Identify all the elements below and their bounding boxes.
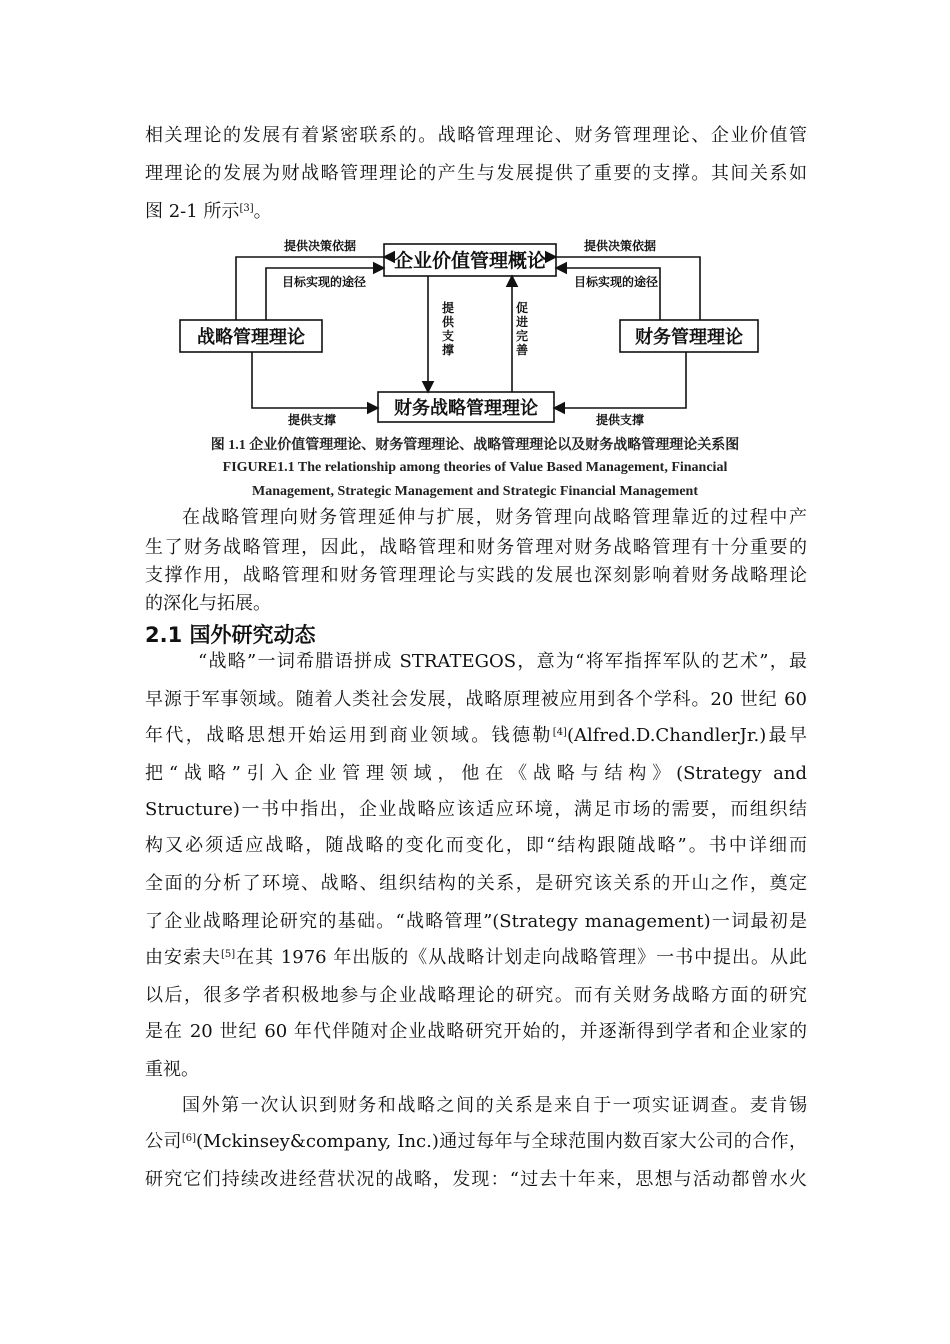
para4-text: 公司 [145,1131,182,1152]
para3-text: 由安索夫 [145,947,221,968]
section-heading: 2.1 国外研究动态 [145,623,316,647]
intro-text-end: 。 [253,201,272,222]
label-bottom-right: 提供支撑 [595,413,645,427]
citation-ref: [3] [239,203,254,214]
para3-line-3 [145,726,807,746]
para3-line-10: 以后，很多学者积极地参与企业战略理论的研究。而有关财务战略方面的研究 [145,985,807,1006]
para2-line-2: 生了财务战略管理，因此，战略管理和财务管理对财务战略管理有十分重要的 [145,537,807,558]
para3-line-9 [145,948,807,968]
para4-line-2 [145,1132,807,1152]
box-right-label: 财务管理理论 [635,327,743,348]
intro-line-2: 理理论的发展为财战略管理理论的产生与发展提供了重要的支撑。其间关系如 [145,163,807,184]
box-bottom-label: 财务战略管理理论 [394,398,538,419]
citation-ref: [4] [552,727,567,738]
para3-line-7: 全面的分析了环境、战略、组织结构的关系，是研究该关系的开山之作，奠定 [145,873,807,894]
label-top-right: 提供决策依据 [583,239,657,253]
para3-line-2: 早源于军事领域。随着人类社会发展，战略原理被应用到各个学科。20 世纪 60 [145,689,807,710]
label-top-left: 提供决策依据 [283,239,357,253]
vert-improve-4: 善 [516,343,529,357]
vert-support-2: 供 [442,315,455,329]
vert-improve-1: 促 [516,301,529,315]
para3-text: 年代，战略思想开始运用到商业领域。钱德勒 [145,725,553,746]
para4-text-end: (Mckinsey&company, Inc.)通过每年与全球范围内数百家大公司的合作， [196,1131,808,1152]
vert-improve-2: 进 [516,315,529,329]
para2-line-1: 在战略管理向财务管理延伸与扩展，财务管理向战略管理靠近的过程中产 [182,507,807,528]
arrow-bottom-left [252,352,378,408]
label-mid-right: 目标实现的途径 [573,275,659,289]
para3-line-4: 把“战略”引入企业管理领域，他在《战略与结构》(Strategy and [145,763,807,784]
vert-support-3: 支 [442,329,455,343]
para3-text-end: (Alfred.D.ChandlerJr.)最早 [566,725,808,746]
intro-line-3 [145,202,807,222]
para3-line-1: “战略”一词希腊语拼成 STRATEGOS，意为“将军指挥军队的艺术”，最 [198,651,807,672]
relationship-diagram [160,232,780,458]
para2-line-3: 支撑作用，战略管理和财务管理理论与实践的发展也深刻影响着财务战略理论 [145,565,807,586]
intro-text: 图 2-1 所示 [145,201,240,222]
para3-line-8: 了企业战略理论研究的基础。“战略管理”(Strategy management)一词最初是 [145,911,807,932]
box-top-label: 企业价值管理概论 [393,250,547,272]
figure-caption-en-2: Management, Strategic Management and Strategic Financial Management [252,484,698,499]
para2-line-4: 的深化与拓展。 [145,593,271,614]
figure-caption-en-1: FIGURE1.1 The relationship among theories of Value Based Management, Financial [222,460,728,475]
para3-line-11: 是在 20 世纪 60 年代伴随对企业战略研究开始的，并逐渐得到学者和企业家的 [145,1021,807,1042]
vert-improve-3: 完 [516,329,529,343]
arrow-bottom-right [554,352,686,408]
box-left-label: 战略管理理论 [197,327,305,348]
figure-caption-cn: 图 1.1 企业价值管理理论、财务管理理论、战略管理理论以及财务战略管理理论关系图 [210,438,740,453]
label-bottom-left: 提供支撑 [287,413,337,427]
intro-line-1: 相关理论的发展有着紧密联系的。战略管理理论、财务管理理论、企业价值管 [145,125,807,146]
citation-ref: [6] [181,1133,196,1144]
citation-ref: [5] [220,949,236,960]
vert-support-4: 撑 [442,343,455,357]
para4-line-1: 国外第一次认识到财务和战略之间的关系是来自于一项实证调查。麦肯锡 [182,1095,807,1116]
para4-line-3: 研究它们持续改进经营状况的战略，发现：“过去十年来，思想与活动都曾水火 [145,1169,807,1190]
vert-support-1: 提 [442,301,455,315]
para3-text-end: 在其 1976 年出版的《从战略计划走向战略管理》一书中提出。从此 [235,947,808,968]
para3-line-12: 重视。 [145,1059,199,1080]
para3-line-6: 构又必须适应战略，随战略的变化而变化，即“结构跟随战略”。书中详细而 [145,835,807,856]
label-mid-left: 目标实现的途径 [281,275,367,289]
para3-line-5: Structure)一书中指出，企业战略应该适应环境，满足市场的需要，而组织结 [145,799,807,820]
